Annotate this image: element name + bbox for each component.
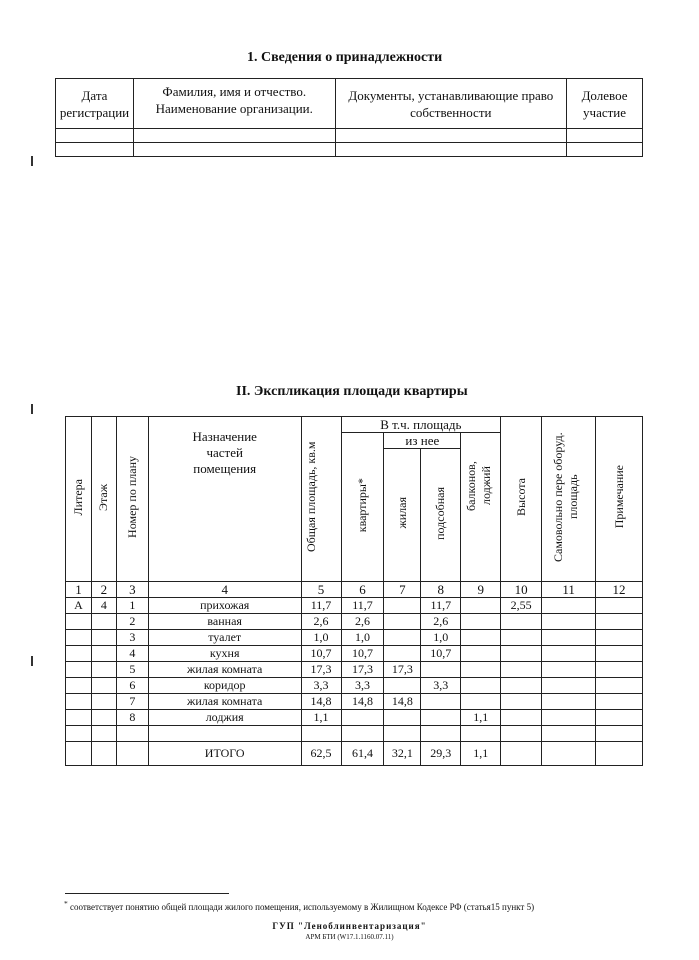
cell-kvartiry: 3,3 [341,678,384,694]
table-row [66,662,643,678]
header-etazh-cell [91,417,116,582]
cell-podsobnaya [421,694,461,710]
header-kvartiry: квартиры* [354,477,369,533]
margin-mark [31,156,33,166]
header-obshaya: Общая площадь, кв.м [304,441,319,553]
cell-podsobnaya [421,662,461,678]
cell-samovolno [542,598,596,614]
footnote-rule [65,893,229,894]
cell-kvartiry: 10,7 [341,646,384,662]
cell-etazh [91,630,116,646]
cell-litera [66,662,92,678]
cell-primechanie [596,646,643,662]
table-row [66,630,643,646]
cell-etazh [91,694,116,710]
cell-litera [66,726,92,742]
cell-primechanie [596,710,643,726]
cell-litera [66,614,92,630]
cell-zhilaya: 17,3 [384,662,421,678]
cell-vysota [501,630,542,646]
cell-obshaya: 1,1 [301,710,341,726]
total-value: 32,1 [384,742,421,766]
header-litera: Литера [70,478,85,516]
table-row [66,614,643,630]
col-number: 3 [116,582,148,598]
cell-etazh [91,646,116,662]
cell-samovolno [542,614,596,630]
cell-podsobnaya [421,710,461,726]
cell-vysota [501,662,542,678]
col-number: 5 [301,582,341,598]
cell-balkonov [461,630,501,646]
cell-primechanie [596,662,643,678]
table-row [66,646,643,662]
cell-zhilaya [384,726,421,742]
col-number: 12 [596,582,643,598]
table-row [56,129,643,143]
cell-etazh [91,710,116,726]
cell-balkonov [461,726,501,742]
cell-vysota [501,646,542,662]
cell-balkonov [461,678,501,694]
cell-nomer: 8 [116,710,148,726]
cell-nomer: 7 [116,694,148,710]
header-primechanie-cell [596,417,643,582]
cell-naznachenie: лоджия [148,710,301,726]
cell-primechanie [596,614,643,630]
cell-naznachenie: жилая комната [148,662,301,678]
cell-etazh: 4 [91,598,116,614]
table-row [66,598,643,614]
cell-naznachenie [148,726,301,742]
cell-obshaya: 10,7 [301,646,341,662]
header-v-tch: В т.ч. площадь [341,417,501,433]
cell-podsobnaya: 2,6 [421,614,461,630]
cell-vysota [501,726,542,742]
cell-litera [66,630,92,646]
footnote-star: * [64,899,68,908]
cell-zhilaya [384,710,421,726]
cell-kvartiry [341,726,384,742]
cell-obshaya: 17,3 [301,662,341,678]
header-samovolno: Самовольно пере оборуд. площадь [550,432,580,562]
total-value: 29,3 [421,742,461,766]
ownership-table [55,78,643,157]
cell-podsobnaya: 1,0 [421,630,461,646]
header-zhilaya-cell [384,449,421,582]
cell-litera [66,694,92,710]
col-number: 7 [384,582,421,598]
header-vysota-cell [501,417,542,582]
cell-balkonov: 1,1 [461,710,501,726]
org-name: ГУП "Леноблинвентаризация" [272,921,427,931]
header-naznachenie: Назначение частей помещения [148,417,301,582]
cell-kvartiry [341,710,384,726]
cell-podsobnaya: 11,7 [421,598,461,614]
header-litera-cell [66,417,92,582]
system-code: АРМ БТИ (W17.1.1160.07.11) [305,933,394,941]
cell-nomer: 2 [116,614,148,630]
margin-mark [31,656,33,666]
cell-kvartiry: 14,8 [341,694,384,710]
cell-litera [66,646,92,662]
cell-balkonov [461,662,501,678]
cell-primechanie [596,726,643,742]
cell-naznachenie: туалет [148,630,301,646]
cell-nomer: 4 [116,646,148,662]
cell-kvartiry: 2,6 [341,614,384,630]
col-number: 4 [148,582,301,598]
cell-zhilaya [384,678,421,694]
header-etazh: Этаж [96,483,111,511]
cell-samovolno [542,630,596,646]
cell-naznachenie: кухня [148,646,301,662]
col-number: 6 [341,582,384,598]
header-primechanie: Примечание [611,465,626,529]
cell-vysota [501,710,542,726]
section2-title: II. Экспликация площади квартиры [236,384,468,399]
cell-balkonov [461,614,501,630]
cell-naznachenie: коридор [148,678,301,694]
cell-obshaya: 1,0 [301,630,341,646]
total-value: 61,4 [341,742,384,766]
col-number: 8 [421,582,461,598]
cell-zhilaya [384,646,421,662]
cell-zhilaya: 14,8 [384,694,421,710]
cell-balkonov [461,694,501,710]
cell-obshaya [301,726,341,742]
cell-podsobnaya [421,726,461,742]
cell-samovolno [542,678,596,694]
cell-samovolno [542,694,596,710]
cell-obshaya: 14,8 [301,694,341,710]
cell-vysota [501,614,542,630]
table-row [66,678,643,694]
cell-litera: А [66,598,92,614]
cell-etazh [91,726,116,742]
cell-naznachenie: жилая комната [148,694,301,710]
table-row [56,143,643,157]
header-balkonov-cell [461,433,501,582]
margin-mark [31,404,33,414]
cell-podsobnaya: 10,7 [421,646,461,662]
column-numbers-row [66,582,643,598]
cell-kvartiry: 1,0 [341,630,384,646]
footnote [64,899,534,912]
table-row [66,694,643,710]
cell-podsobnaya: 3,3 [421,678,461,694]
cell-litera [66,678,92,694]
cell-nomer: 3 [116,630,148,646]
cell-nomer [116,726,148,742]
cell-primechanie [596,598,643,614]
cell-zhilaya [384,598,421,614]
cell-vysota [501,678,542,694]
cell-primechanie [596,630,643,646]
col-number: 11 [542,582,596,598]
total-row [66,742,643,766]
cell-balkonov [461,598,501,614]
cell-balkonov [461,646,501,662]
cell-samovolno [542,726,596,742]
header-podsobnaya: подсобная [433,486,448,540]
cell-nomer: 6 [116,678,148,694]
cell-zhilaya [384,614,421,630]
cell-samovolno [542,662,596,678]
header-owner: Фамилия, имя и отчество. Наименование организации. [133,79,335,129]
cell-samovolno [542,710,596,726]
footnote-text: соответствует понятию общей площади жилого помещения, используемому в Жилищном Кодексе РФ (статья15 пункт 5) [70,902,535,912]
total-value: 1,1 [461,742,501,766]
cell-vysota: 2,55 [501,598,542,614]
cell-obshaya: 3,3 [301,678,341,694]
cell-kvartiry: 17,3 [341,662,384,678]
col-number: 2 [91,582,116,598]
section1-title: 1. Сведения о принадлежности [247,50,443,65]
cell-nomer: 1 [116,598,148,614]
cell-obshaya: 11,7 [301,598,341,614]
header-nomer: Номер по плану [124,456,139,538]
cell-litera [66,710,92,726]
header-obshaya-cell [301,417,341,582]
header-share: Долевое участие [567,79,643,129]
col-number: 1 [66,582,92,598]
cell-samovolno [542,646,596,662]
header-samovolno-cell [542,417,596,582]
header-date: Дата регистрации [56,79,134,129]
cell-etazh [91,614,116,630]
cell-kvartiry: 11,7 [341,598,384,614]
header-kvartiry-cell [341,433,384,582]
header-documents: Документы, устанавливающие право собственности [335,79,567,129]
header-iz-nee: из нее [384,433,461,449]
cell-zhilaya [384,630,421,646]
cell-nomer: 5 [116,662,148,678]
cell-naznachenie: ванная [148,614,301,630]
header-zhilaya: жилая [394,497,409,529]
col-number: 10 [501,582,542,598]
cell-obshaya: 2,6 [301,614,341,630]
table-row [66,726,643,742]
col-number: 9 [461,582,501,598]
total-label: ИТОГО [148,742,301,766]
table-row [66,710,643,726]
header-vysota: Высота [513,478,528,516]
explication-table [65,416,643,766]
header-podsobnaya-cell [421,449,461,582]
cell-primechanie [596,678,643,694]
header-balkonov: балконов, лоджий [463,461,493,511]
cell-naznachenie: прихожая [148,598,301,614]
header-nomer-cell [116,417,148,582]
cell-etazh [91,678,116,694]
cell-etazh [91,662,116,678]
cell-primechanie [596,694,643,710]
total-value: 62,5 [301,742,341,766]
cell-vysota [501,694,542,710]
